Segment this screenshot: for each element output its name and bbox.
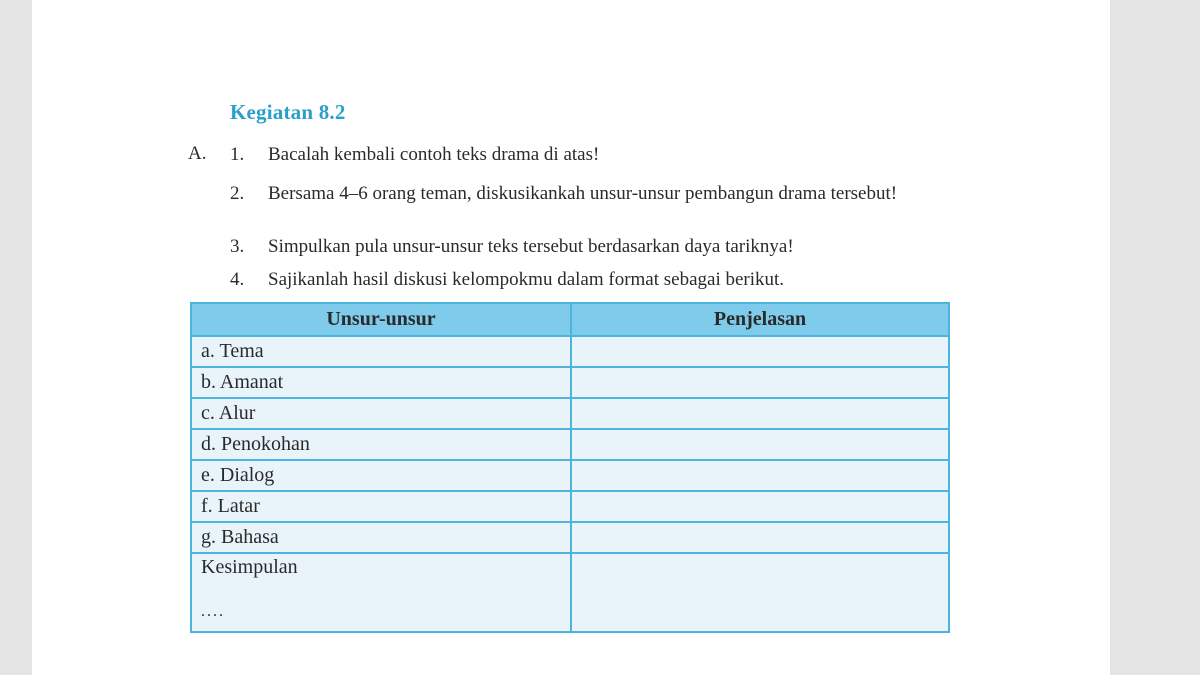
explanation-cell[interactable] [571, 398, 949, 429]
instruction-number: 4. [230, 269, 245, 290]
conclusion-explanation-cell[interactable] [571, 553, 949, 632]
conclusion-placeholder: .... [201, 603, 225, 620]
explanation-cell[interactable] [571, 460, 949, 491]
instruction-number: 1. [230, 144, 245, 165]
explanation-cell[interactable] [571, 429, 949, 460]
conclusion-label: Kesimpulan [201, 556, 298, 578]
section-letter: A. [188, 143, 207, 164]
table-row [191, 336, 949, 367]
table-header-row [191, 303, 949, 336]
explanation-cell[interactable] [571, 367, 949, 398]
table-row [191, 522, 949, 553]
table-row [191, 367, 949, 398]
explanation-cell[interactable] [571, 522, 949, 553]
element-cell: g. Bahasa [191, 522, 571, 553]
table-row [191, 491, 949, 522]
table-row [191, 429, 949, 460]
instruction-item [230, 185, 950, 225]
table-row [191, 460, 949, 491]
element-cell: c. Alur [191, 398, 571, 429]
instruction-number: 2. [230, 183, 245, 204]
column-header-explanation: Penjelasan [571, 303, 949, 336]
instruction-number: 3. [230, 236, 245, 257]
column-header-elements: Unsur-unsur [191, 303, 571, 336]
element-cell: a. Tema [191, 336, 571, 367]
conclusion-row [191, 553, 949, 632]
activity-heading: Kegiatan 8.2 [230, 100, 346, 124]
explanation-cell[interactable] [571, 491, 949, 522]
explanation-cell[interactable] [571, 336, 949, 367]
element-cell: b. Amanat [191, 367, 571, 398]
instruction-text: Sajikanlah hasil diskusi kelompokmu dalam format sebagai berikut. [268, 269, 785, 290]
element-cell: d. Penokohan [191, 429, 571, 460]
instruction-text: Bacalah kembali contoh teks drama di atas! [268, 144, 600, 165]
element-cell: e. Dialog [191, 460, 571, 491]
instruction-text: Simpulkan pula unsur-unsur teks tersebut berdasarkan daya tariknya! [268, 236, 794, 257]
instruction-text: Bersama 4–6 orang teman, diskusikankah unsur-unsur pembangun drama tersebut! [268, 183, 898, 204]
element-cell: f. Latar [191, 491, 571, 522]
discussion-table [190, 302, 950, 633]
table-row [191, 398, 949, 429]
conclusion-cell [191, 553, 571, 632]
